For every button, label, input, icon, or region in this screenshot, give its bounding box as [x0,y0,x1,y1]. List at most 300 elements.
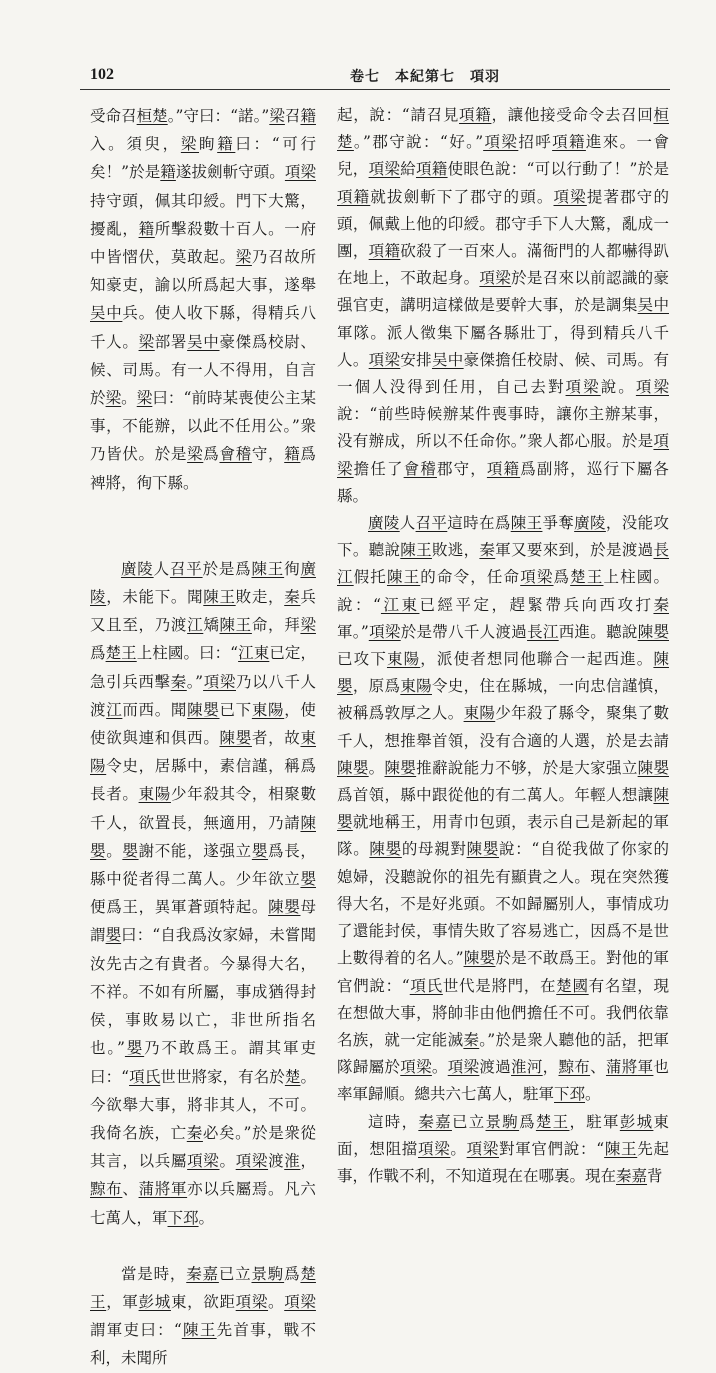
proper-noun: 項梁 [483,133,519,152]
text-run: 亦以兵屬焉。凡六七萬人，軍 [90,1180,316,1227]
text-run: 。”於是衆人聽他的話， [479,1030,638,1049]
proper-noun: 彭城 [138,1292,171,1311]
text-run: 先起 [637,1139,669,1158]
proper-noun: 吴中 [187,332,220,351]
text-run: 。” [186,672,204,691]
text-run: 於是召來以前認識的豪强官 [337,269,669,315]
proper-noun: 項梁 [337,432,669,478]
proper-noun: 項梁 [368,622,401,641]
header-rule [80,89,670,90]
text-run: 入。須臾， [90,135,181,154]
text-run: 縣。 [167,473,199,492]
classical-text-column [90,102,316,1373]
text-run: 乃渡 [154,616,188,635]
proper-noun: 項梁 [553,187,587,206]
text-run: ， [542,1058,559,1077]
text-run: 謝不能，遂强立 [138,841,252,860]
text-run: 乃以八千人渡 [90,672,316,719]
text-run: 推辭說能力不够，於是大家强立 [416,758,638,777]
proper-noun: 項梁 [447,1058,480,1077]
text-run: ， [106,1292,123,1311]
text-run: 說：“自從我做了你家的 [499,840,669,859]
proper-noun: 陳嬰 [337,758,369,777]
text-run: 於是不敢爲王。對他的 [495,949,654,968]
text-run: 使眼色說：“可以行動了！”於是 [447,160,669,179]
proper-noun: 陳嬰 [463,949,496,968]
text-run: 數十百人。一府中皆慴伏，莫敢起。 [90,219,316,267]
proper-noun: 籍 [160,163,176,182]
proper-noun: 籍 [284,445,301,464]
text-run: 領，縣中跟從他的有二萬人。年輕人想讓 [368,786,654,805]
proper-noun: 項梁 [235,1292,269,1311]
text-run: 對軍官們說：“ [499,1139,605,1158]
text-run: 隊。 [337,840,370,859]
proper-noun: 東陽 [463,704,496,723]
text-run: 持守頭，佩 [90,191,171,210]
text-run: 母謂 [90,898,316,945]
text-run: 起，說：“請召見 [337,106,460,124]
proper-noun: 梁 [138,332,155,351]
proper-noun: 黥布 [90,1180,123,1199]
text-run: 下 [370,650,387,669]
proper-noun: 項梁 [466,1139,500,1158]
text-run: 爲副將，巡行下屬各縣。 [337,459,669,505]
proper-noun: 籍 [300,107,316,125]
text-run: 爭奪 [542,514,575,533]
proper-noun: 會稽 [219,445,252,464]
text-run: 曰：“ [140,1321,182,1340]
proper-noun: 長江 [527,622,559,641]
text-run: 從者得二萬人。少年欲立 [122,870,301,889]
proper-noun: 東陽 [400,677,432,696]
text-run: 爲長，縣中 [90,841,316,889]
text-run: 於是帶八千人渡過 [400,622,528,641]
proper-noun: 桓 [653,106,669,124]
proper-noun: 吴中 [431,350,464,369]
text-run: 假托 [353,568,387,587]
translation-text-column [337,102,669,1190]
text-run: 屬，事成猶得封侯，事敗易以亡，非 [90,982,316,1030]
proper-noun: 楚國 [556,976,589,995]
text-run: 渡 [268,1152,285,1171]
text-run: 便爲王， [90,898,155,917]
proper-noun: 梁 [187,445,204,464]
text-run: 。 [300,1067,316,1086]
text-run: 面，想阻擋 [337,1139,418,1158]
proper-noun: 梁 [269,107,285,125]
text-run: 。”郡守說：“好。” [353,133,484,152]
text-run: 眴 [199,135,218,154]
text-run: 就拔劍斬下了郡守的頭。 [370,187,554,206]
proper-noun: 陳王 [203,588,236,607]
text-run: 。 [368,758,385,777]
text-run: 已立 [451,1112,486,1131]
text-run: 敗走， [235,588,285,607]
text-run: 就地稱王，用青巾包頭，表示自己是新起的軍 [352,813,669,832]
proper-noun: 項梁 [400,1058,432,1077]
text-run: 軍。” [337,622,369,641]
proper-noun: 軍 [637,1058,654,1077]
text-run: 提著郡守的頭， [337,187,669,233]
text-run: 兵八千人。 [90,304,316,351]
text-run: ，没能攻 [605,514,669,533]
text-run: 世所指名也。” [90,1011,316,1058]
proper-noun: 陳王 [386,568,421,587]
text-run: 隊。派人徵集下屬各縣壯丁，得到精兵八千人。 [337,323,669,369]
text-run: 國。曰：“ [167,644,239,663]
proper-noun: 軍 [170,1180,188,1199]
proper-noun: 嬰 [124,1039,145,1058]
proper-noun: 江 [187,616,204,635]
proper-noun: 陳嬰 [268,898,301,917]
text-run: 兵又且至， [90,588,316,635]
text-run: 東，欲距 [170,1292,236,1311]
text-run: 於是爲 [202,559,252,578]
proper-noun: 陳王 [604,1139,638,1158]
text-run: 已立 [218,1264,252,1283]
proper-noun: 秦 [170,672,187,691]
proper-noun: 項梁 [187,1152,220,1171]
text-run: 說：“前 [337,405,395,424]
text-run: 人 [399,514,416,533]
text-run: 乃召故所知豪吏，諭以所爲起大 [90,248,316,295]
text-run: 不能辦，以此不任用公。”衆乃皆伏。 [90,417,316,464]
text-run: 已經平定，趕緊帶兵向西攻打 [419,595,654,614]
text-run: 聚數千人，欲置長，無適用，乃請 [90,785,316,832]
text-run: 曰：“自 [121,926,176,945]
text-run: 事，遂舉 [251,276,316,295]
proper-noun: 東陽 [386,650,421,669]
text-run: 。 [431,1058,448,1077]
proper-noun: 下 [167,1208,184,1227]
proper-noun: 梁 [180,135,200,154]
text-run: 名族，亡 [122,1123,187,1142]
text-run: ， [300,1152,316,1171]
text-run: 靠名族，就一定能滅 [337,1003,669,1049]
proper-noun: 楚王 [105,644,137,663]
proper-noun: 嬰 [105,926,122,945]
text-run: 。 [121,389,137,408]
proper-noun: 廣陵 [121,559,154,578]
text-run: 乃不敢爲王。謂其 [144,1039,284,1058]
text-run: 說：“ [337,595,381,614]
classical-paragraph [90,1260,316,1373]
proper-noun: 楚王 [535,1112,570,1131]
proper-noun: 項梁 [203,672,236,691]
text-run: 渡過 [479,1058,512,1077]
text-run: 以兵屬 [138,1152,188,1171]
text-run: 令史，住在縣城，一向忠信謹慎，被稱爲 [337,677,669,723]
text-run: 守， [251,445,285,464]
text-run: ，原 [352,677,385,696]
proper-noun: 長 [653,541,669,560]
text-run: 把軍隊歸屬於 [337,1030,669,1077]
proper-noun: 廣陵 [90,559,316,607]
proper-noun: 項梁 [368,160,401,179]
text-run: 軍吏曰：“ [90,1039,316,1086]
proper-noun: 陳嬰 [337,786,669,832]
proper-noun: 召平 [169,559,203,578]
proper-noun: 陳嬰 [337,650,669,696]
proper-noun: 項梁 [479,269,512,288]
text-run: 。 [585,1085,601,1104]
text-run: 人 [153,559,170,578]
text-run: 必矣。”於是衆從其言， [90,1123,316,1171]
proper-noun: 陳嬰 [369,840,402,859]
proper-noun: 楚王 [570,568,604,587]
text-run: 。 [106,841,123,860]
proper-noun: 項梁 [284,1292,316,1311]
proper-noun: 梁 [300,616,316,635]
proper-noun: 淮河 [511,1058,543,1077]
text-run: 爲裨將，徇下 [90,445,316,492]
proper-noun: 東陽 [90,729,316,776]
proper-noun: 東陽 [138,785,171,804]
proper-noun: 秦嘉 [418,1112,452,1131]
proper-noun: 楚王 [90,1264,316,1311]
proper-noun: 項梁 [635,378,669,397]
text-run: 軍 [122,1292,139,1311]
proper-noun: 江東 [380,595,420,614]
text-run: 而西。聞 [122,700,188,719]
text-run: 豪傑擔任校尉、候、司馬。有一個 [337,350,669,397]
text-run: 也率軍歸順。總共六七萬人，駐軍 [337,1058,669,1104]
text-run: 敦厚之人。 [384,704,464,723]
proper-noun: 秦 [186,1123,203,1142]
proper-noun: 景駒 [251,1264,285,1283]
text-run: ，使使欲與連和俱西。 [90,700,316,748]
text-run: 給 [400,160,416,179]
translation-paragraph [337,102,669,510]
proper-noun: 江 [106,700,123,719]
text-run: 上數得着的名人。” [337,949,464,968]
text-run: 媳婦，没聽說你的祖先有顯貴之人。現在突然獲 [337,867,669,886]
proper-noun: 陳王 [510,514,543,533]
proper-noun: 陳王 [181,1321,217,1340]
text-run: 軍官們說：“ [337,949,669,995]
text-run: 爲 [284,1264,301,1283]
proper-noun: 邳 [183,1208,199,1227]
page-number: 102 [90,66,114,83]
proper-noun: 項梁 [284,163,316,182]
text-run: 先首事，戰不利，未聞所 [90,1321,316,1368]
text-run: 想推舉首領，没有合適的人選，於是去請 [384,731,669,750]
text-run: 。 [219,1152,236,1171]
proper-noun: 秦 [479,541,496,560]
proper-noun: 秦嘉 [186,1264,219,1283]
proper-noun: 梁 [105,389,122,408]
text-run: 。 [198,1208,215,1227]
text-run: 是 [144,163,161,182]
proper-noun: 黥布 [558,1058,591,1077]
proper-noun: 項梁 [418,1139,451,1158]
text-run: 爲 [90,644,106,663]
text-run: 曰：“可行矣！”於 [90,135,316,182]
proper-noun: 會稽 [403,459,437,478]
text-run: 得大名，不是好兆頭。不如歸屬别人，事情成功 [337,894,669,913]
text-run: 背 [647,1166,663,1185]
proper-noun: 東陽 [251,700,285,719]
text-run: 上柱國。 [603,568,669,587]
proper-noun: 江東 [238,644,270,663]
proper-noun: 秦嘉 [616,1166,648,1185]
proper-noun: 吴中 [90,304,123,323]
proper-noun: 秦 [284,588,301,607]
proper-noun: 嬰 [300,870,316,889]
text-run: 這時， [368,1112,419,1131]
proper-noun: 陳嬰 [637,758,669,777]
text-run: 於是 [154,445,188,464]
proper-noun: 項籍 [459,106,492,124]
text-run: 少年殺其令，相 [170,785,285,804]
proper-noun: 秦 [463,1030,480,1049]
text-run: 現在想做大事，將帥非由他們擔任不可。我們依 [337,976,669,1022]
text-run: 異軍蒼頭特起。 [154,898,269,917]
proper-noun: 嬰 [122,841,139,860]
proper-noun: 陳嬰 [187,700,220,719]
text-run: 爲 [384,677,401,696]
classical-paragraph [90,102,316,497]
proper-noun: 項梁 [235,1152,269,1171]
translation-paragraph [337,1109,669,1191]
proper-noun: 嬰 [251,841,269,860]
text-run: 事，作戰不利，不知道現在在哪裏。現在 [337,1166,617,1185]
proper-noun: 項籍 [368,242,401,261]
text-run: 擔 [353,459,371,478]
text-run: 已攻 [337,650,371,669]
proper-noun: 項梁 [368,350,401,369]
proper-noun: 陳嬰 [466,840,500,859]
text-run: 所擊殺 [154,219,204,238]
proper-noun: 籍 [217,135,236,154]
proper-noun: 項氏 [409,976,443,995]
proper-noun: 彭城 [619,1112,654,1131]
running-title: 卷七 本紀第七 項羽 [350,69,500,85]
text-run: 砍殺了一百來人。滿衙門的人都嚇得趴在地 [337,242,669,288]
proper-noun: 嬰 [90,841,107,860]
text-run: 。 [450,1139,467,1158]
text-run: 有名望， [588,976,654,995]
text-run: 豪傑爲校尉、 [219,332,316,351]
text-run: 佩戴上他的印綬。郡守手下人大驚，亂成一團， [337,214,669,261]
text-run: 西進。聽說 [558,622,638,641]
text-run: 已定，急引兵西擊 [90,644,316,691]
proper-noun: 廣陵 [368,514,400,533]
text-run: 了還能封侯，事情失敗了容易逃亡，因爲不是世 [337,922,669,941]
text-run: 謂軍吏 [90,1321,141,1340]
text-run: 、 [590,1058,606,1077]
proper-noun: 項氏 [129,1067,161,1086]
text-run: 吏，講明這樣做是要幹大事，於是調集 [368,296,638,315]
text-run: 郡守， [436,459,487,478]
text-run: 我爲汝家婦，未嘗聞汝先古之有貴 [90,926,316,973]
proper-noun: 召平 [415,514,448,533]
proper-noun: 項梁 [520,568,554,587]
text-run: 未能下。聞 [122,588,204,607]
text-run: 這時在爲 [447,514,511,533]
text-run: 者，故 [251,729,301,748]
text-run: 些時候辦某件喪事時，讓你主辦某事，没有辦 [337,405,669,451]
text-run: 上柱 [136,644,168,663]
text-run: 曰：“前時某喪使公主某事， [90,389,316,436]
text-run: 令史，居縣中，素信 [106,757,252,776]
text-run: 、 [122,1180,139,1199]
proper-noun: 項籍 [337,187,371,206]
text-run: 的命令，任命 [420,568,521,587]
proper-noun: 楚 [337,133,354,152]
text-run: 人没得到任用，自己去對 [372,378,566,397]
text-run: 候、司馬。有一人不得用，自言於 [90,360,316,408]
text-run: 當是時， [121,1264,187,1283]
proper-noun: 陳嬰 [219,729,252,748]
text-run: 爲 [553,568,571,587]
text-run: ，讓他接受命令去召回 [491,106,654,124]
translation-paragraph [337,510,669,1108]
proper-noun: 項籍 [486,459,521,478]
proper-noun: 江 [337,568,354,587]
text-run: 軍又要來到，於是渡過 [495,541,654,560]
proper-noun: 蒲將 [138,1180,171,1199]
text-run: 命，拜 [251,616,301,635]
text-run: 招呼 [518,133,553,152]
text-run: 爲首 [337,786,369,805]
text-run: 徇 [284,559,301,578]
text-run: ，派使者想同他聯合一起西進。 [420,650,654,669]
text-run: 。 [268,1292,285,1311]
text-run: 兒， [337,160,369,179]
text-run: 召 [284,107,301,125]
text-run: ，駐軍 [569,1112,620,1131]
proper-noun: 梁 [136,389,153,408]
text-run: 安排 [400,350,432,369]
text-run: 任了 [370,459,404,478]
text-run: 世世將家，有名於 [160,1067,285,1086]
text-run: 矯 [203,616,220,635]
proper-noun: 楚 [284,1067,301,1086]
proper-noun: 蒲將 [605,1058,638,1077]
proper-noun: 梁 [235,248,252,267]
text-run: 爲 [519,1112,536,1131]
text-run: 。”守曰：“諾。” [167,107,270,125]
text-run: 爲 [203,445,220,464]
proper-noun: 淮 [284,1152,301,1171]
text-run: 遂拔劍斬守頭。 [175,163,285,182]
text-run: 上，不敢起身。 [368,269,480,288]
proper-noun: 陳王 [400,541,432,560]
text-run: 其印綬。門下大驚，擾亂， [90,191,316,238]
text-run: 兵。使人收下縣，得精 [122,304,285,323]
text-run: 東 [653,1112,669,1131]
proper-noun: 陳王 [219,616,252,635]
proper-noun: 吴中 [637,296,669,315]
proper-noun: 桓楚 [136,107,168,125]
classical-paragraph [90,555,316,1232]
text-run: 進來。一會 [585,133,669,152]
text-run: 少年殺了縣令，聚集了數千人， [337,704,669,750]
proper-noun: 下邳 [554,1085,586,1104]
text-run: 世代是將門，在 [442,976,557,995]
text-run: 軍 [337,323,354,342]
proper-noun: 秦 [653,595,669,614]
proper-noun: 項籍 [415,160,448,179]
proper-noun: 陳王 [251,559,285,578]
text-run: 下。聽說 [337,541,401,560]
text-run: 已下 [219,700,252,719]
text-run: 受命召 [90,107,137,125]
page-header [90,66,660,88]
text-run: 部署 [154,332,188,351]
text-run: 謹，稱爲長者。 [90,757,316,804]
